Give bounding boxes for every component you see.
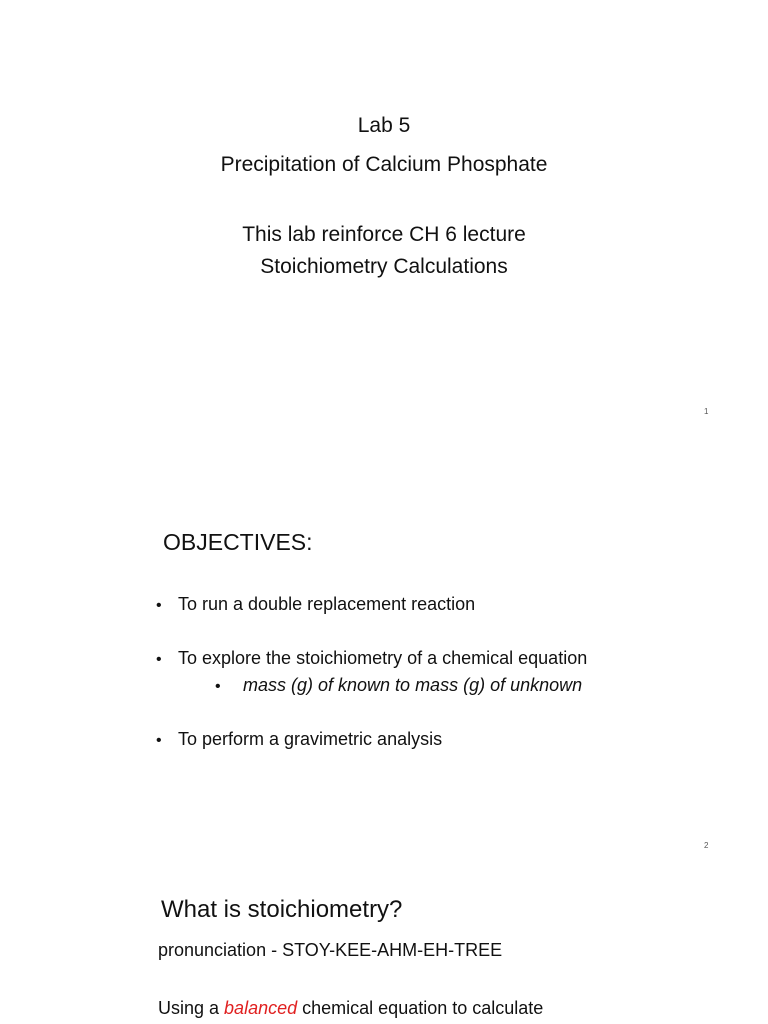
objective-item [156,593,475,617]
objective-item [156,647,587,671]
objective-text: To explore the stoichiometry of a chemical equation [178,648,588,668]
sentence-prefix: Using a [158,998,220,1018]
lecture-reference: This lab reinforce CH 6 lecture [242,223,526,246]
objectives-heading: OBJECTIVES: [163,529,313,555]
lab-title: Precipitation of Calcium Phosphate [220,153,548,176]
page-number-1: 1 [704,407,709,416]
sub-bullet-icon: • [215,678,221,695]
stoichiometry-heading: What is stoichiometry? [161,896,403,923]
objective-text: To run a double replacement reaction [178,594,476,614]
objective-sub-item [215,674,582,698]
objective-text: To perform a gravimetric analysis [178,729,443,749]
sentence-suffix: chemical equation to calculate [302,998,544,1018]
topic-subtitle: Stoichiometry Calculations [260,255,508,278]
objective-item [156,728,442,752]
objective-sub-text: mass (g) of known to mass (g) of unknown [243,675,583,695]
bullet-icon: • [156,651,162,668]
balanced-highlight: balanced [224,998,298,1018]
definition-sentence [158,996,543,1020]
pronunciation-text: pronunciation - STOY-KEE-AHM-EH-TREE [158,940,503,960]
bullet-icon: • [156,732,162,749]
page-number-2: 2 [704,841,709,850]
bullet-icon: • [156,597,162,614]
lab-number: Lab 5 [357,114,411,137]
